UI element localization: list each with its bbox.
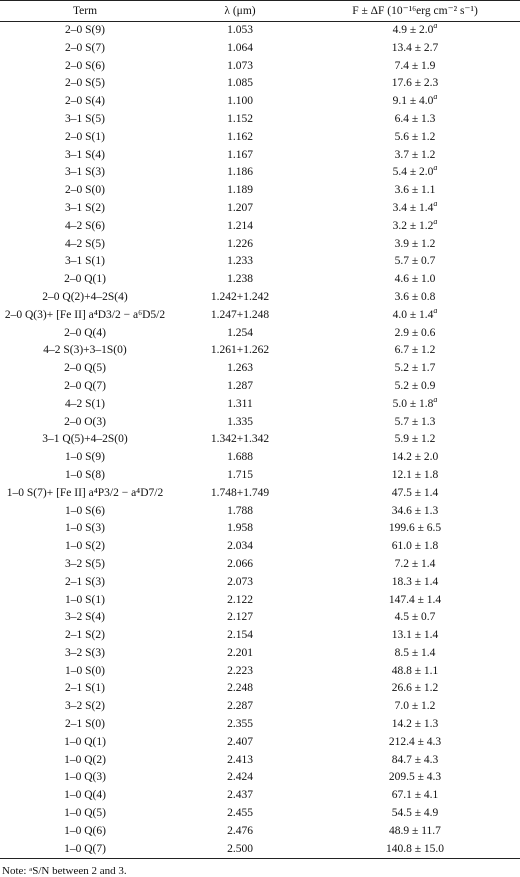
cell-term: 1–0 Q(6) [64, 824, 106, 837]
flux-value: 54.5 ± 4.9 [391, 807, 439, 820]
cell-flux [310, 680, 520, 698]
cell-flux [310, 111, 520, 129]
cell-term: 1–0 S(0) [65, 664, 105, 677]
cell-flux [310, 182, 520, 200]
cell-flux [310, 752, 520, 770]
flux-value: 5.2 ± 1.7 [394, 362, 436, 375]
cell-lambda: 1.748+1.749 [210, 486, 270, 499]
cell-lambda: 1.335 [227, 415, 253, 428]
cell-lambda: 2.223 [227, 664, 253, 677]
cell-lambda: 1.233 [227, 255, 253, 268]
cell-flux [310, 325, 520, 343]
flux-value: 5.7 ± 1.3 [394, 415, 436, 428]
flux-value: 13.4 ± 2.7 [391, 41, 439, 54]
table-row [0, 823, 520, 841]
cell-lambda: 1.287 [227, 379, 253, 392]
table-row [0, 396, 520, 414]
cell-term: 1–0 Q(3) [64, 771, 106, 784]
table-row [0, 182, 520, 200]
table-row [0, 147, 520, 165]
cell-flux [310, 485, 520, 503]
cell-flux [310, 271, 520, 289]
cell-lambda: 2.500 [227, 842, 253, 855]
table-row [0, 289, 520, 307]
cell-lambda: 1.788 [227, 504, 253, 517]
cell-lambda: 2.413 [227, 753, 253, 766]
flux-value: 47.5 ± 1.4 [391, 486, 439, 499]
table-row [0, 592, 520, 610]
cell-term: 2–1 S(0) [65, 718, 105, 731]
cell-lambda: 1.254 [227, 326, 253, 339]
cell-flux [310, 734, 520, 752]
cell-lambda: 1.162 [227, 130, 253, 143]
header-flux: F ± ΔF (10⁻¹⁶erg cm⁻² s⁻¹) [352, 5, 478, 17]
cell-flux [310, 556, 520, 574]
table-row [0, 769, 520, 787]
flux-value: 18.3 ± 1.4 [391, 575, 439, 588]
cell-term: 2–0 Q(2)+4–2S(4) [42, 290, 128, 303]
cell-lambda: 1.207 [227, 201, 253, 214]
table-row [0, 627, 520, 645]
table-row [0, 449, 520, 467]
table-row [0, 645, 520, 663]
table-row [0, 218, 520, 236]
table-row [0, 22, 520, 40]
footnote-marker: a [433, 199, 438, 209]
table-row [0, 75, 520, 93]
table-row [0, 841, 520, 859]
cell-flux [310, 200, 520, 218]
cell-flux [310, 538, 520, 556]
flux-value: 212.4 ± 4.3 [388, 735, 442, 748]
cell-flux [310, 307, 520, 325]
cell-term: 1–0 Q(2) [64, 753, 106, 766]
cell-lambda: 1.715 [227, 468, 253, 481]
cell-flux [310, 396, 520, 414]
table-row [0, 609, 520, 627]
flux-value: 140.8 ± 15.0 [385, 842, 445, 855]
table-footnote: Note: ᵃS/N between 2 and 3. [2, 865, 127, 877]
table-body [0, 22, 520, 859]
cell-term: 4–2 S(6) [65, 219, 105, 232]
cell-term: 1–0 S(8) [65, 468, 105, 481]
cell-lambda: 1.186 [227, 166, 253, 179]
cell-flux [310, 129, 520, 147]
cell-lambda: 2.248 [227, 682, 253, 695]
cell-flux [310, 253, 520, 271]
flux-value: 4.6 ± 1.0 [394, 273, 436, 286]
table-row [0, 752, 520, 770]
cell-lambda: 2.476 [227, 824, 253, 837]
cell-term: 3–2 S(5) [65, 557, 105, 570]
cell-lambda: 1.226 [227, 237, 253, 250]
cell-lambda: 1.688 [227, 451, 253, 464]
flux-value: 13.1 ± 1.4 [391, 629, 439, 642]
cell-lambda: 1.064 [227, 41, 253, 54]
table-row [0, 360, 520, 378]
cell-term: 1–0 Q(7) [64, 842, 106, 855]
flux-value: 8.5 ± 1.4 [394, 646, 436, 659]
bottom-rule [0, 858, 520, 859]
table-row [0, 40, 520, 58]
table-row [0, 556, 520, 574]
table-row [0, 164, 520, 182]
table-row [0, 431, 520, 449]
table-row [0, 503, 520, 521]
cell-term: 2–1 S(2) [65, 629, 105, 642]
table-row [0, 414, 520, 432]
cell-flux [310, 663, 520, 681]
table-row [0, 574, 520, 592]
flux-value: 34.6 ± 1.3 [391, 504, 439, 517]
cell-term: 1–0 S(7)+ [Fe II] a⁴P3/2 − a⁴D7/2 [6, 486, 164, 499]
emission-line-table [0, 1, 520, 858]
header-term: Term [72, 5, 98, 17]
cell-flux [310, 609, 520, 627]
flux-value: 3.7 ± 1.2 [394, 148, 436, 161]
cell-lambda: 1.958 [227, 522, 253, 535]
cell-lambda: 1.342+1.342 [210, 433, 270, 446]
flux-value: 67.1 ± 4.1 [391, 789, 439, 802]
flux-value: 5.7 ± 0.7 [394, 255, 436, 268]
flux-value: 14.2 ± 1.3 [391, 718, 439, 731]
cell-flux [310, 716, 520, 734]
table-row [0, 200, 520, 218]
flux-value: 7.0 ± 1.2 [394, 700, 436, 713]
cell-flux [310, 431, 520, 449]
cell-term: 3–2 S(4) [65, 611, 105, 624]
cell-flux [310, 698, 520, 716]
cell-term: 2–0 S(5) [65, 77, 105, 90]
cell-term: 2–1 S(1) [65, 682, 105, 695]
cell-term: 4–2 S(5) [65, 237, 105, 250]
cell-term: 2–0 S(7) [65, 41, 105, 54]
cell-lambda: 1.152 [227, 112, 253, 125]
cell-flux [310, 22, 520, 40]
cell-lambda: 2.424 [227, 771, 253, 784]
table-row [0, 325, 520, 343]
cell-term: 3–1 S(1) [65, 255, 105, 268]
footnote-marker: a [433, 21, 438, 31]
cell-term: 1–0 Q(5) [64, 807, 106, 820]
footnote-marker: a [433, 92, 438, 102]
cell-flux [310, 503, 520, 521]
cell-flux [310, 574, 520, 592]
footnote-marker: a [433, 163, 438, 173]
table-row [0, 716, 520, 734]
table-row [0, 307, 520, 325]
cell-lambda: 2.407 [227, 735, 253, 748]
cell-lambda: 2.355 [227, 718, 253, 731]
cell-lambda: 2.066 [227, 557, 253, 570]
cell-lambda: 1.311 [227, 397, 253, 410]
table-row [0, 787, 520, 805]
header-lambda: λ (μm) [224, 5, 256, 17]
cell-term: 2–0 S(1) [65, 130, 105, 143]
flux-value: 5.0 ± 1.8 [392, 397, 434, 410]
cell-term: 4–2 S(3)+3–1S(0) [43, 344, 127, 357]
flux-value: 4.9 ± 2.0 [392, 24, 434, 36]
cell-lambda: 1.214 [227, 219, 253, 232]
cell-term: 1–0 S(9) [65, 451, 105, 464]
flux-value: 48.8 ± 1.1 [391, 664, 439, 677]
flux-value: 2.9 ± 0.6 [394, 326, 436, 339]
footnote-marker: a [433, 305, 438, 315]
cell-flux [310, 841, 520, 859]
cell-flux [310, 164, 520, 182]
table-row [0, 698, 520, 716]
cell-term: 1–0 S(6) [65, 504, 105, 517]
cell-lambda: 1.100 [227, 95, 253, 108]
flux-value: 48.9 ± 11.7 [389, 824, 441, 837]
footnote-marker: a [433, 394, 438, 404]
cell-flux [310, 147, 520, 165]
cell-lambda: 1.242+1.242 [210, 290, 270, 303]
cell-flux [310, 805, 520, 823]
flux-value: 147.4 ± 1.4 [388, 593, 442, 606]
cell-term: 3–1 S(2) [65, 201, 105, 214]
cell-lambda: 2.034 [227, 540, 253, 553]
cell-flux [310, 645, 520, 663]
cell-term: 2–0 S(6) [65, 59, 105, 72]
cell-lambda: 1.167 [227, 148, 253, 161]
cell-flux [310, 449, 520, 467]
flux-value: 4.5 ± 0.7 [394, 611, 436, 624]
table-row [0, 734, 520, 752]
cell-flux [310, 342, 520, 360]
cell-term: 2–0 Q(4) [64, 326, 106, 339]
cell-flux [310, 40, 520, 58]
footnote-marker: a [433, 216, 438, 226]
cell-flux [310, 360, 520, 378]
flux-value: 7.2 ± 1.4 [394, 557, 436, 570]
cell-flux [310, 236, 520, 254]
table-row [0, 538, 520, 556]
cell-term: 2–0 Q(5) [64, 362, 106, 375]
flux-value: 3.6 ± 0.8 [394, 290, 436, 303]
cell-term: 2–0 Q(3)+ [Fe II] a⁴D3/2 − a⁶D5/2 [4, 308, 166, 321]
table-row [0, 805, 520, 823]
cell-flux [310, 627, 520, 645]
cell-lambda: 1.189 [227, 184, 253, 197]
cell-flux [310, 520, 520, 538]
cell-lambda: 2.455 [227, 807, 253, 820]
flux-value: 14.2 ± 2.0 [391, 451, 439, 464]
cell-flux [310, 218, 520, 236]
flux-value: 4.0 ± 1.4 [392, 308, 434, 321]
cell-lambda: 2.127 [227, 611, 253, 624]
cell-term: 3–1 S(5) [65, 112, 105, 125]
table-row [0, 378, 520, 396]
flux-value: 84.7 ± 4.3 [391, 753, 439, 766]
flux-value: 3.9 ± 1.2 [394, 237, 436, 250]
flux-value: 9.1 ± 4.0 [392, 95, 434, 108]
cell-flux [310, 75, 520, 93]
cell-flux [310, 823, 520, 841]
cell-lambda: 2.073 [227, 575, 253, 588]
table-row [0, 93, 520, 111]
cell-flux [310, 787, 520, 805]
flux-value: 209.5 ± 4.3 [388, 771, 442, 784]
cell-lambda: 1.261+1.262 [210, 344, 270, 357]
flux-value: 3.6 ± 1.1 [394, 184, 436, 197]
cell-flux [310, 414, 520, 432]
table-row [0, 111, 520, 129]
cell-lambda: 1.247+1.248 [210, 308, 270, 321]
cell-term: 2–0 Q(1) [64, 273, 106, 286]
cell-term: 3–1 Q(5)+4–2S(0) [42, 433, 128, 446]
cell-term: 2–0 S(4) [65, 95, 105, 108]
cell-lambda: 2.122 [227, 593, 253, 606]
cell-term: 3–1 S(4) [65, 148, 105, 161]
table-row [0, 342, 520, 360]
table-row [0, 663, 520, 681]
header-row [0, 1, 520, 22]
cell-term: 3–1 S(3) [65, 166, 105, 179]
table-row [0, 520, 520, 538]
flux-value: 26.6 ± 1.2 [391, 682, 439, 695]
cell-lambda: 1.085 [227, 77, 253, 90]
table-row [0, 253, 520, 271]
table-row [0, 236, 520, 254]
flux-value: 5.6 ± 1.2 [394, 130, 436, 143]
flux-value: 61.0 ± 1.8 [391, 540, 439, 553]
cell-term: 1–0 S(1) [65, 593, 105, 606]
cell-flux [310, 467, 520, 485]
cell-lambda: 2.437 [227, 789, 253, 802]
flux-value: 3.4 ± 1.4 [392, 201, 434, 214]
cell-term: 1–0 Q(4) [64, 789, 106, 802]
cell-term: 1–0 Q(1) [64, 735, 106, 748]
table-row [0, 58, 520, 76]
cell-lambda: 1.238 [227, 273, 253, 286]
table-row [0, 680, 520, 698]
flux-value: 17.6 ± 2.3 [391, 77, 439, 90]
table-row [0, 129, 520, 147]
flux-value: 5.9 ± 1.2 [394, 433, 436, 446]
cell-lambda: 2.154 [227, 629, 253, 642]
flux-value: 6.4 ± 1.3 [394, 112, 436, 125]
cell-lambda: 1.073 [227, 59, 253, 72]
cell-flux [310, 93, 520, 111]
cell-flux [310, 58, 520, 76]
cell-flux [310, 289, 520, 307]
flux-value: 5.2 ± 0.9 [394, 379, 436, 392]
cell-term: 2–0 S(0) [65, 184, 105, 197]
table-row [0, 485, 520, 503]
cell-flux [310, 592, 520, 610]
cell-lambda: 2.201 [227, 646, 253, 659]
flux-value: 12.1 ± 1.8 [391, 468, 439, 481]
cell-term: 3–2 S(3) [65, 646, 105, 659]
cell-flux [310, 378, 520, 396]
cell-term: 2–1 S(3) [65, 575, 105, 588]
cell-term: 2–0 O(3) [64, 415, 106, 428]
flux-value: 3.2 ± 1.2 [392, 219, 434, 232]
flux-value: 7.4 ± 1.9 [394, 59, 436, 72]
cell-term: 3–2 S(2) [65, 700, 105, 713]
table-row [0, 467, 520, 485]
cell-term: 1–0 S(3) [65, 522, 105, 535]
cell-term: 1–0 S(2) [65, 540, 105, 553]
flux-value: 5.4 ± 2.0 [392, 166, 434, 179]
cell-flux [310, 769, 520, 787]
cell-term: 2–0 S(9) [65, 24, 105, 36]
cell-term: 4–2 S(1) [65, 397, 105, 410]
table-row [0, 271, 520, 289]
cell-lambda: 1.263 [227, 362, 253, 375]
flux-value: 6.7 ± 1.2 [394, 344, 436, 357]
cell-term: 2–0 Q(7) [64, 379, 106, 392]
cell-lambda: 2.287 [227, 700, 253, 713]
cell-lambda: 1.053 [227, 24, 253, 36]
flux-value: 199.6 ± 6.5 [388, 522, 442, 535]
